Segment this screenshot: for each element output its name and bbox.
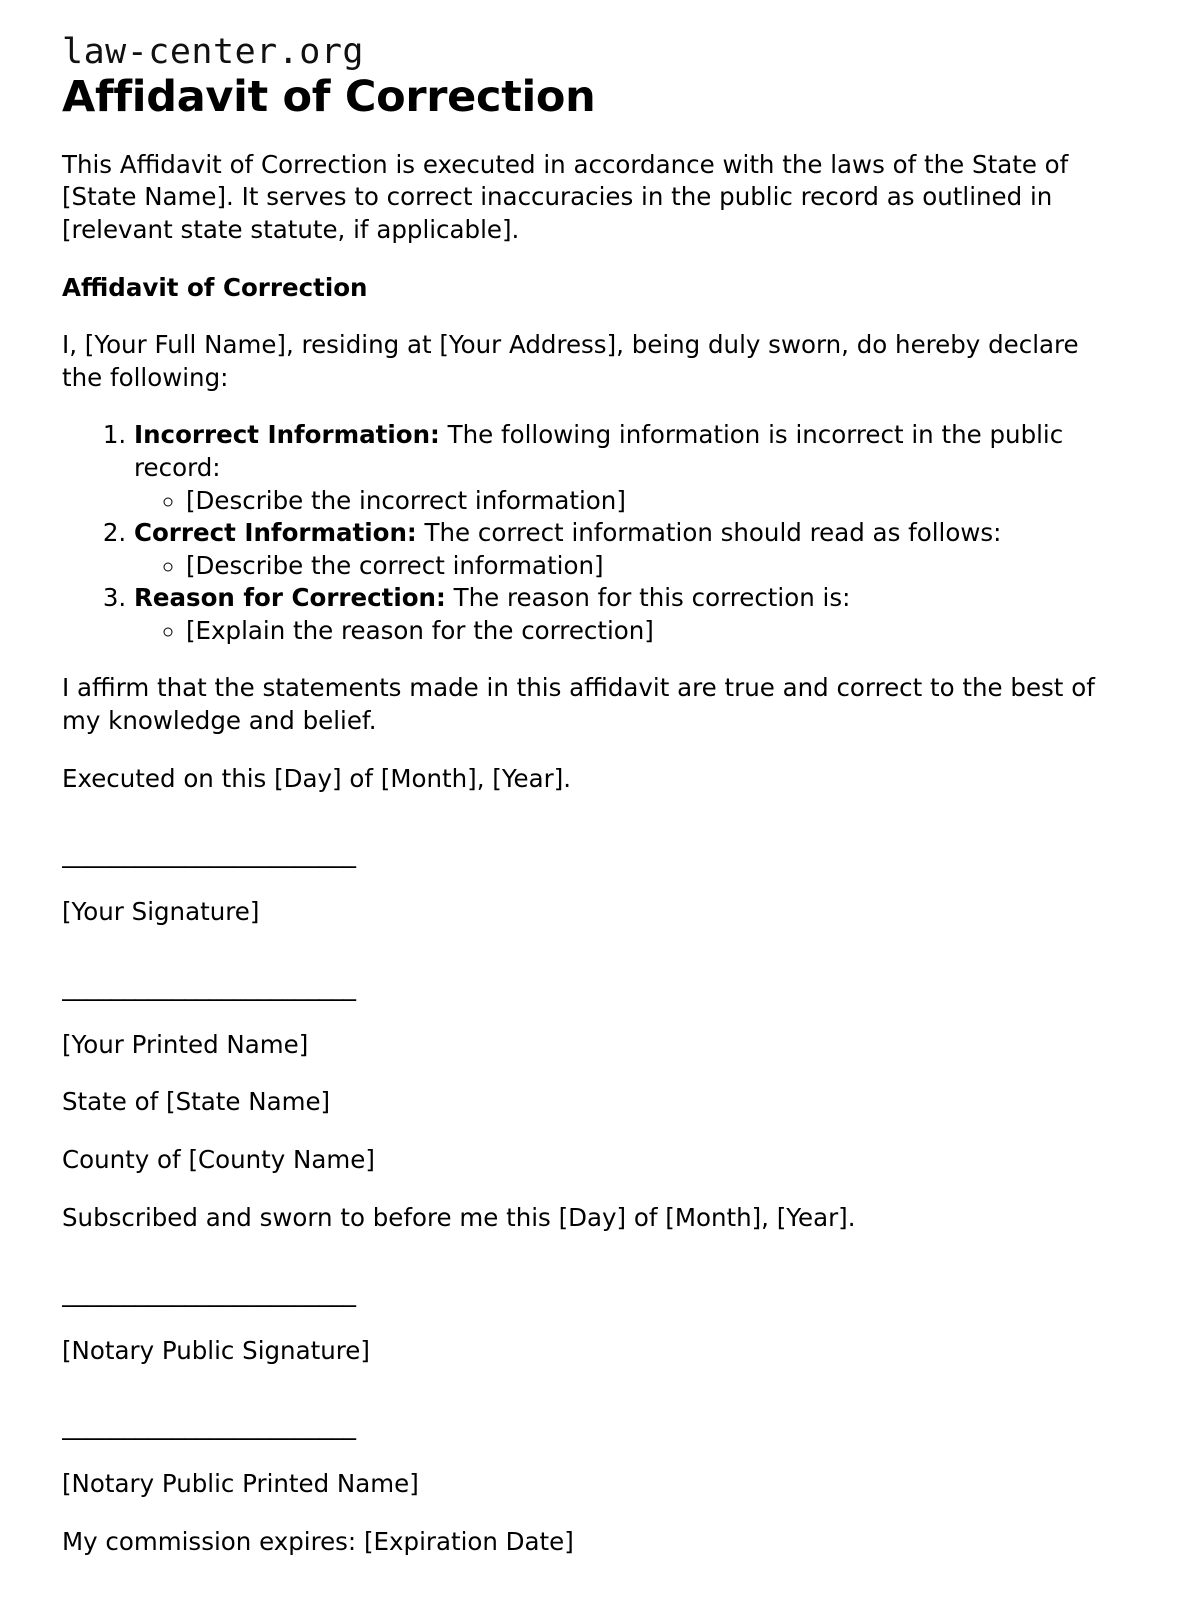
signature-rule: ________________________: [62, 839, 356, 869]
section-heading: Affidavit of Correction: [62, 272, 368, 302]
printed-name-spacer: [62, 953, 1112, 971]
list-item-text: The reason for this correction is:: [445, 583, 851, 613]
sub-list-item: ◦ [Explain the reason for the correction]: [186, 615, 1112, 648]
list-item: [134, 419, 1112, 517]
execution-paragraph: Executed on this [Day] of [Month], [Year].: [62, 763, 572, 793]
sub-list: [134, 550, 1112, 583]
sub-list-item: ◦ [Describe the correct information]: [186, 550, 1112, 583]
list-item-text: The correct information should read as follows:: [416, 518, 1002, 548]
sub-list: [134, 615, 1112, 648]
sub-list-item: ◦ [Describe the incorrect information]: [186, 485, 1112, 518]
notary-printed-name-spacer: [62, 1392, 1112, 1410]
signature-label: [Your Signature]: [62, 896, 260, 926]
intro-paragraph: This Affidavit of Correction is executed in accordance with the laws of the State of [State Name]. It serves to correct inaccuracies in the public record as outlined in [relevant state statute, if applicable].: [62, 149, 1069, 245]
list-item-text: The following information is incorrect in the public record:: [134, 420, 1064, 482]
declaration-list: [62, 419, 1112, 647]
county-line: County of [County Name]: [62, 1145, 375, 1175]
list-item-lead: Correct Information:: [134, 518, 417, 548]
declaration-paragraph: I, [Your Full Name], residing at [Your Address], being duly sworn, do hereby declare the following:: [62, 330, 1079, 392]
list-item-lead: Reason for Correction:: [134, 583, 446, 613]
notary-signature-rule: ________________________: [62, 1278, 356, 1308]
list-item: [134, 517, 1112, 582]
commission-expires-line: My commission expires: [Expiration Date]: [62, 1526, 574, 1556]
notary-signature-label: [Notary Public Signature]: [62, 1335, 370, 1365]
site-name: law-center.org: [62, 32, 365, 72]
state-line: State of [State Name]: [62, 1087, 331, 1117]
page-title: Affidavit of Correction: [62, 71, 596, 122]
notary-printed-name-label: [Notary Public Printed Name]: [62, 1468, 419, 1498]
notary-signature-spacer: [62, 1259, 1112, 1277]
subscribed-line: Subscribed and sworn to before me this [Day] of [Month], [Year].: [62, 1202, 856, 1232]
document-body: [62, 149, 1112, 1558]
list-item: [134, 582, 1112, 647]
affirmation-paragraph: I affirm that the statements made in this affidavit are true and correct to the best of my knowledge and belief.: [62, 673, 1095, 735]
printed-name-label: [Your Printed Name]: [62, 1029, 309, 1059]
list-item-lead: Incorrect Information:: [134, 420, 440, 450]
notary-printed-name-rule: ________________________: [62, 1411, 356, 1441]
printed-name-rule: ________________________: [62, 972, 356, 1002]
signature-spacer: [62, 820, 1112, 838]
sub-list: [134, 485, 1112, 518]
